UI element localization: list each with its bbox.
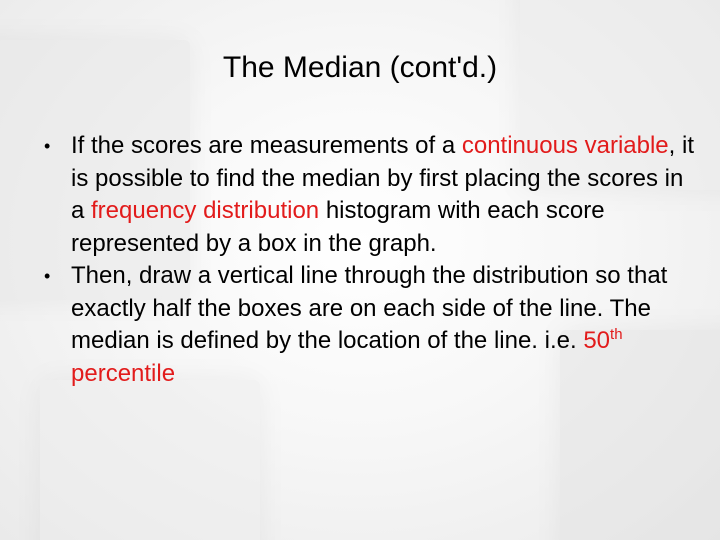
- superscript-ordinal: th: [610, 326, 623, 343]
- bullet-icon: •: [44, 266, 51, 286]
- bullet-item: [38, 130, 698, 260]
- highlighted-term: 50: [583, 327, 611, 354]
- slide-title: The Median (cont'd.): [222, 51, 498, 84]
- bullet-text-segment: Then, draw a vertical line through the distribution so that exactly half the boxes are on each side of the line. The median is defined by the location of the line. i.e.: [71, 262, 668, 354]
- highlighted-term: frequency distribution: [91, 197, 320, 224]
- bullet-icon: •: [44, 136, 51, 156]
- bullet-text-segment: If the scores are measurements of a: [71, 132, 462, 159]
- highlighted-term: continuous variable: [461, 132, 669, 159]
- bullet-list: [38, 130, 698, 390]
- bullet-item: [38, 260, 698, 390]
- bullet-text-segment: histogram with each score represented by a box in the graph.: [71, 197, 605, 257]
- bullet-text-segment: , it is possible to find the median by first placing the scores in a: [71, 132, 694, 224]
- highlighted-term: percentile: [71, 359, 176, 387]
- background-shape: [40, 380, 260, 540]
